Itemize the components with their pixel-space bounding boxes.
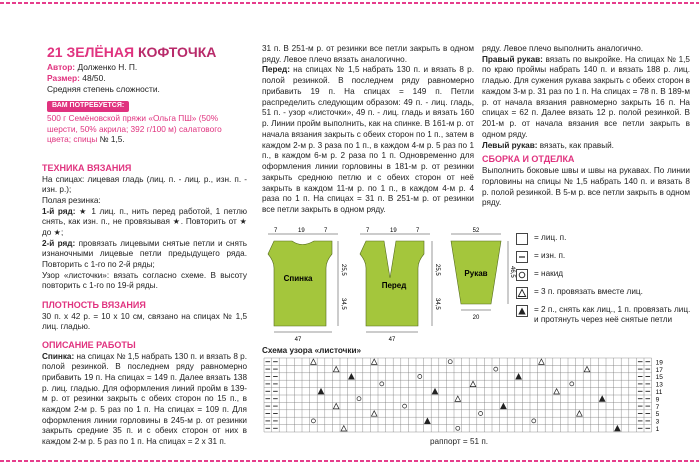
technique-heading: ТЕХНИКА ВЯЗАНИЯ	[42, 163, 132, 173]
middle-column	[262, 44, 474, 216]
back-schematic	[268, 228, 346, 343]
assembly-text: Выполнить боковые швы и швы на рукавах. По линии горловины на спицы № 1,5 набрать 140 п. и вязать 8 р. полой резинкой. В 5-м р. все петли закрыть в одном ряду.	[482, 166, 690, 208]
materials	[47, 113, 244, 145]
sleeve-label: Рукав	[464, 269, 488, 278]
k3tog-mark	[455, 396, 461, 401]
front-label: Перед:	[262, 65, 290, 75]
legend-item	[516, 233, 696, 245]
back-dim-4: 34,5	[340, 298, 346, 310]
meta-info	[47, 62, 160, 94]
back-dim-5: 47	[294, 337, 302, 343]
legend-text-1: = изн. п.	[534, 251, 566, 260]
garment-schematics	[256, 226, 516, 344]
article-number: 21	[47, 44, 63, 60]
legend-item	[516, 305, 696, 326]
yarn-over-mark	[570, 382, 574, 386]
front-dim-3: 25,5	[434, 264, 440, 276]
back-dim-1: 19	[298, 228, 305, 234]
back-text: на спицах № 1,5 набрать 130 п. и вязать 8 р. полой резинкой. В последнем ряду равномерно прибавить 19 п. На спицах = 149 п. Далее вязать 138 р. лиц. гладью. Для оформления линий пройм в 139-м р. от резинки закрыть с обеих сторон по 15 п., в каждом 2-м р. 5 раз по 1 п. На спицах = 109 п. Для оформления линии горловины в 245-м р. от резинки закрыть средние 35 п. и с обеих сторон от них в каждом 2-м р. 5 раз по 1 п. На спицах = 2 х 31 п.	[42, 351, 247, 446]
legend-text-4: = 2 п., снять как лиц., 1 п. провязать лиц. и протянуть через неё снятые петли	[534, 305, 691, 325]
rapport-label: раппорт = 51 п.	[430, 437, 489, 446]
front-dim-0: 7	[366, 228, 370, 234]
back-label: Спинка:	[42, 351, 75, 361]
technique-text-2: Полая резинка:	[42, 196, 101, 205]
author-label: Автор:	[47, 62, 76, 72]
skp-mark	[615, 426, 621, 431]
knit-symbol-icon	[516, 233, 528, 245]
back-label: Спинка	[283, 274, 313, 283]
k3tog-mark	[554, 389, 560, 394]
k3tog-mark	[333, 366, 339, 371]
k3tog-mark	[341, 426, 347, 431]
author: Долженко Н. П.	[77, 62, 138, 72]
row-number: 11	[655, 389, 663, 396]
technique-section	[42, 163, 247, 292]
row-number: 1	[655, 426, 660, 433]
row-number: 7	[655, 403, 660, 411]
row-number: 19	[655, 359, 663, 367]
right-column	[482, 44, 690, 209]
right-sleeve-label: Правый рукав:	[482, 54, 543, 64]
bottom-border	[0, 460, 699, 462]
diagram-title: Схема узора «листочки»	[262, 346, 362, 355]
row1-text: ★ 1 лиц. п., нить перед работой, 1 петлю снять, как изн. п., не провязывая ★. Повторить от ★ до ★;	[42, 206, 248, 237]
legend-item	[516, 287, 696, 299]
density-text: 30 п. х 42 р. = 10 х 10 см, связано на спицах № 1,5 лиц. гладью.	[42, 311, 247, 332]
row-number: 5	[655, 411, 660, 419]
legend	[516, 233, 696, 332]
row-number: 15	[655, 374, 663, 382]
legend-item	[516, 251, 696, 263]
k3tog-mark	[584, 366, 590, 371]
row-number: 17	[655, 366, 663, 374]
yarn-over-mark	[479, 412, 483, 416]
skp-mark	[318, 389, 324, 394]
left-sleeve-label: Левый рукав:	[482, 140, 538, 150]
difficulty: Средняя степень сложности.	[47, 83, 160, 94]
legend-text-2: = накид	[534, 269, 564, 278]
work-section	[42, 340, 247, 448]
row-number: 13	[655, 381, 663, 389]
skp-mark	[501, 403, 507, 408]
front-text: на спицах № 1,5 набрать 130 п. и вязать 8 р. полой резинкой. В последнем ряду равномерно прибавить 19 п. На спицах = 149 п. Петли распределить следующим образом: 49 п. - лиц. гладь, 51 п. - узор «листочки», 49 п. - лиц. гладь и вязать 160 р. Линии пройм выполнить, как на спинке. В 161-м р. от начала вязания закрыть с обеих сторон по 1 п., затем в каждом 2-м р. 3 раза по 1 п., в каждом 4-м р. 5 раз по 1 п., в каждом 6-м р. 2 раза по 1 п. Одновременно для оформления линии горловины в 181-м р. от резинки закрыть среднюю петлю и с обеих сторон от неё закрыть в каждом 11-м р. по 1 п., в каждом 4-м р. 4 раза по 1 п. На спицах = 31 п. В 251-м р. от резинки все петли закрыть в одном ряду.	[262, 65, 474, 215]
yarn-over-mark	[380, 382, 384, 386]
back-dim-0: 7	[274, 228, 278, 234]
pattern-text: Узор «листочки»: вязать согласно схеме. В высоту повторить с 1-го по 19-й ряды.	[42, 270, 247, 291]
assembly-heading: СБОРКА И ОТДЕЛКА	[482, 154, 575, 165]
k3tog-mark	[371, 411, 377, 416]
needles: № 1,5.	[99, 134, 125, 145]
yarn-over-mark	[532, 419, 536, 423]
knitting-chart	[262, 356, 682, 436]
yarn-over-mark	[311, 419, 315, 423]
back-dim-2: 7	[324, 228, 328, 234]
back-dim-3: 25,5	[340, 264, 346, 276]
k3tog-mark	[311, 359, 317, 364]
skp-mark	[516, 374, 522, 379]
row1-label: 1-й ряд:	[42, 206, 76, 216]
work-heading: ОПИСАНИЕ РАБОТЫ	[42, 340, 136, 350]
row2-label: 2-й ряд:	[42, 238, 76, 248]
legend-item	[516, 269, 696, 281]
yarn-over-mark	[494, 367, 498, 371]
k3tog-mark	[333, 403, 339, 408]
title-part-2: КОФТОЧКА	[137, 44, 217, 60]
row2-text: провязать лицевыми снятые петли и снять изнаночными лицевые петли предыдущего ряда. Повторить с 1-го по 2-й ряды;	[42, 238, 247, 269]
front-label: Перед	[381, 281, 407, 290]
yarn-over-mark	[357, 397, 361, 401]
sleeve-dim-2: 20	[472, 315, 480, 321]
legend-text-3: = 3 п. провязать вместе лиц.	[534, 287, 643, 296]
legend-text-0: = лиц. п.	[534, 233, 567, 242]
yarn-over-mark	[456, 426, 460, 430]
skp-mark	[432, 389, 438, 394]
row-number: 3	[655, 418, 660, 426]
technique-text-1: На спицах: лицевая гладь (лиц. п. - лиц. р., изн. п. - изн. р.);	[42, 174, 247, 195]
skp-mark	[425, 418, 431, 423]
row-number: 9	[655, 396, 660, 404]
front-dim-2: 7	[416, 228, 420, 234]
page-title	[47, 44, 216, 62]
yarn-over-symbol-icon	[516, 269, 528, 281]
right-text-0: ряду. Левое плечо выполнить аналогично.	[482, 44, 644, 53]
k3tog-mark	[539, 359, 545, 364]
k3tog-mark	[577, 411, 583, 416]
density-section	[42, 300, 247, 333]
k3tog-symbol-icon	[516, 287, 528, 299]
density-heading: ПЛОТНОСТЬ ВЯЗАНИЯ	[42, 300, 146, 310]
yarn-over-mark	[418, 375, 422, 379]
skp-mark	[349, 374, 355, 379]
yarn-over-mark	[448, 360, 452, 364]
needles-label: спицы	[73, 134, 98, 145]
purl-symbol-icon	[516, 251, 528, 263]
yarn: 500 г Семёновской пряжи «Ольга ПШ» (50% шерсти, 50% акрила; 392 г/100 м) салатового цвета;	[47, 113, 222, 145]
skp-mark	[599, 396, 605, 401]
materials-badge: ВАМ ПОТРЕБУЕТСЯ:	[47, 101, 129, 112]
yarn-over-mark	[403, 404, 407, 408]
front-dim-1: 19	[390, 228, 397, 234]
title-part-1: ЗЕЛЁНАЯ	[66, 44, 135, 60]
sleeve-dim-0: 52	[472, 228, 480, 234]
front-dim-5: 47	[388, 337, 396, 343]
size: 48/50.	[82, 72, 106, 83]
right-sleeve-text: вязать по выкройке. На спицах № 1,5 по краю проймы набрать 140 п. и вязать 188 р. лиц. гладью. Для сужения рукава закрыть с обеих сторон в каждом 3-м р. 31 раз по 1 п. На спицах = 78 п. В 189-м р. от начала вязания равномерно закрыть 16 п. На спицах = 62 п. Далее вязать 12 р. полой резинкой. В 201-м р. от начала вязания все петли закрыть в одном ряду.	[482, 54, 690, 139]
middle-text-0: 31 п. В 251-м р. от резинки все петли закрыть в одном ряду. Левое плечо вязать аналогично.	[262, 44, 474, 64]
k3tog-mark	[470, 381, 476, 386]
sleeve-dim-1: 46,5	[509, 266, 515, 278]
left-sleeve-text: вязать, как правый.	[539, 140, 614, 150]
skp-symbol-icon	[516, 305, 528, 317]
top-border	[0, 2, 699, 4]
k3tog-mark	[371, 359, 377, 364]
front-schematic	[360, 228, 440, 343]
front-dim-4: 34,5	[434, 298, 440, 310]
size-label: Размер:	[47, 72, 80, 83]
sleeve-schematic	[451, 228, 515, 321]
